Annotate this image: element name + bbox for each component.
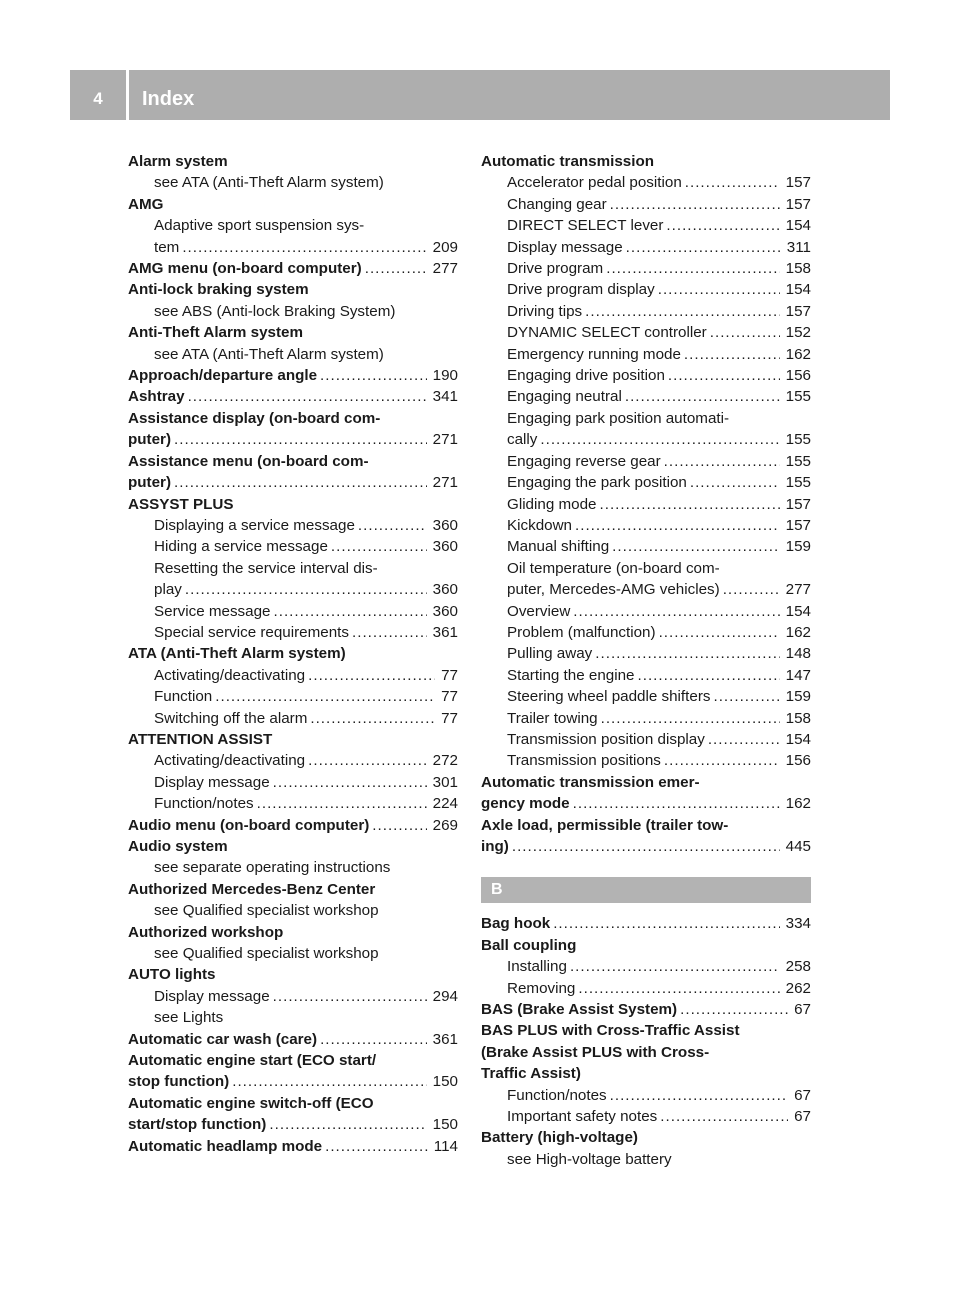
index-heading: Traffic Assist)	[481, 1065, 581, 1083]
index-subentry	[481, 172, 811, 193]
entry-label: Function	[154, 688, 213, 706]
entry-label: start/stop function)	[128, 1116, 267, 1134]
entry-label: ing)	[481, 838, 509, 855]
index-heading: Automatic engine start (ECO start/	[128, 1052, 377, 1070]
entry-label: Function/notes	[154, 795, 254, 813]
index-subentry	[128, 579, 458, 600]
dot-leader	[232, 1071, 426, 1092]
entry-label: Automatic headlamp mode	[128, 1137, 323, 1155]
dot-leader	[595, 643, 779, 664]
dot-leader	[573, 793, 780, 814]
index-heading-entry	[128, 1136, 458, 1157]
entry-label: Driving tips	[507, 302, 583, 320]
entry-label: puter, Mercedes-AMG vehicles)	[507, 581, 720, 599]
entry-label: Transmission position display	[507, 730, 705, 748]
entry-label: Automatic car wash (care)	[128, 1030, 318, 1048]
entry-label: Display message	[154, 987, 270, 1005]
entry-label: Displaying a service message	[154, 516, 355, 534]
index-heading-entry	[128, 1029, 458, 1050]
page-reference: 77	[441, 709, 458, 727]
index-cross-reference: see ATA (Anti-Theft Alarm system)	[154, 345, 384, 363]
index-heading: Assistance menu (on-board com-	[128, 452, 369, 470]
entry-label: DYNAMIC SELECT controller	[507, 324, 707, 342]
entry-label: tem	[154, 238, 180, 256]
page-reference: 148	[785, 645, 811, 663]
index-cross-reference: see Lights	[154, 1009, 224, 1027]
dot-leader	[710, 322, 780, 343]
index-cross-reference: see ABS (Anti-lock Braking System)	[154, 302, 396, 320]
index-heading-entry	[128, 429, 458, 450]
index-subentry	[128, 986, 458, 1007]
page-reference: 157	[785, 174, 811, 192]
dot-leader	[610, 194, 780, 215]
index-cross-reference: see separate operating instructions	[154, 859, 391, 877]
index-heading: ATTENTION ASSIST	[128, 730, 273, 748]
dot-leader	[257, 793, 427, 814]
dot-leader	[601, 708, 780, 729]
dot-leader	[269, 1114, 426, 1135]
page-reference: 77	[441, 688, 458, 706]
entry-label: Activating/deactivating	[154, 666, 306, 684]
entry-label: Kickdown	[507, 516, 572, 534]
page-reference: 224	[432, 795, 458, 813]
page-reference: 361	[432, 1030, 458, 1048]
dot-leader	[626, 237, 781, 258]
index-subentry	[128, 601, 458, 622]
index-heading: Ball coupling	[481, 936, 577, 954]
entry-label: Audio menu (on-board computer)	[128, 816, 370, 834]
page-reference: 152	[785, 324, 811, 342]
page-reference: 159	[785, 538, 811, 556]
entry-label: Changing gear	[507, 195, 607, 213]
index-heading-entry	[481, 913, 811, 934]
page-reference: 271	[432, 431, 458, 449]
page-reference: 156	[785, 367, 811, 385]
index-heading: ATA (Anti-Theft Alarm system)	[128, 645, 346, 663]
index-heading: Alarm system	[128, 153, 228, 170]
page-reference: 157	[785, 302, 811, 320]
entry-label: Accelerator pedal position	[507, 174, 682, 192]
dot-leader	[578, 978, 779, 999]
page-reference: 277	[432, 260, 458, 278]
index-heading-entry	[128, 472, 458, 493]
page-reference: 258	[785, 958, 811, 976]
index-heading: AUTO lights	[128, 966, 216, 984]
page-reference: 341	[432, 388, 458, 406]
page-reference: 360	[432, 516, 458, 534]
index-subentry	[481, 344, 811, 365]
page-reference: 262	[785, 979, 811, 997]
index-cross-reference: see High-voltage battery	[507, 1150, 672, 1168]
page-reference: 158	[785, 709, 811, 727]
dot-leader	[668, 365, 780, 386]
entry-label: Overview	[507, 602, 571, 620]
dot-leader	[320, 365, 427, 386]
index-subentry	[481, 956, 811, 977]
page-reference: 67	[794, 1086, 811, 1104]
page-reference: 77	[441, 666, 458, 684]
entry-label: Engaging the park position	[507, 474, 687, 492]
entry-label: play	[154, 581, 182, 599]
page-reference: 114	[433, 1137, 458, 1155]
dot-leader	[182, 237, 426, 258]
page-reference: 155	[785, 474, 811, 492]
dot-leader	[308, 750, 427, 771]
index-subentry: Resetting the service interval dis-	[154, 559, 378, 577]
section-letter-bar: B	[481, 877, 811, 903]
dot-leader	[273, 772, 427, 793]
page-reference: 67	[794, 1001, 811, 1019]
index-subentry	[128, 237, 458, 258]
index-subentry: Engaging park position automati-	[507, 409, 730, 427]
entry-label: Pulling away	[507, 645, 593, 663]
index-subentry	[481, 194, 811, 215]
page-reference: 162	[785, 623, 811, 641]
entry-label: Display message	[154, 773, 270, 791]
entry-label: gency mode	[481, 795, 570, 813]
index-heading: Automatic transmission	[481, 153, 655, 170]
dot-leader	[610, 1085, 788, 1106]
index-subentry: Adaptive sport suspension sys-	[154, 217, 365, 235]
index-heading-entry	[128, 815, 458, 836]
index-subentry	[481, 536, 811, 557]
dot-leader	[600, 494, 780, 515]
entry-label: Switching off the alarm	[154, 709, 308, 727]
dot-leader	[666, 215, 779, 236]
index-subentry	[481, 1085, 811, 1106]
index-column-right	[481, 151, 811, 1170]
page-reference: 162	[785, 345, 811, 363]
dot-leader	[310, 708, 435, 729]
page-reference: 150	[432, 1073, 458, 1091]
page-reference: 150	[432, 1116, 458, 1134]
entry-label: BAS (Brake Assist System)	[481, 1001, 678, 1019]
page-reference: 269	[432, 816, 458, 834]
entry-label: Steering wheel paddle shifters	[507, 688, 711, 706]
index-heading: (Brake Assist PLUS with Cross-	[481, 1043, 710, 1061]
entry-label: Emergency running mode	[507, 345, 681, 363]
index-subentry	[481, 515, 811, 536]
dot-leader	[684, 344, 780, 365]
index-subentry	[481, 665, 811, 686]
page-reference: 294	[432, 987, 458, 1005]
index-subentry	[128, 665, 458, 686]
dot-leader	[708, 729, 780, 750]
entry-label: Transmission positions	[507, 752, 661, 770]
index-heading: Axle load, permissible (trailer tow-	[481, 816, 729, 834]
page-reference: 67	[794, 1108, 811, 1126]
entry-label: Trailer towing	[507, 709, 598, 727]
page-reference: 445	[785, 838, 811, 855]
index-subentry	[481, 750, 811, 771]
entry-label: Starting the engine	[507, 666, 635, 684]
dot-leader	[308, 665, 435, 686]
dot-leader	[660, 1106, 788, 1127]
page-reference: 360	[432, 538, 458, 556]
index-heading-entry	[481, 836, 811, 857]
index-subentry	[481, 237, 811, 258]
index-heading: Automatic transmission emer-	[481, 773, 700, 791]
dot-leader	[638, 665, 780, 686]
page-reference: 360	[432, 581, 458, 599]
dot-leader	[540, 429, 779, 450]
index-heading: ASSYST PLUS	[128, 495, 234, 513]
index-heading: Anti-Theft Alarm system	[128, 324, 303, 342]
index-heading: Automatic engine switch-off (ECO	[128, 1094, 374, 1112]
page-title: Index	[142, 88, 195, 110]
dot-leader	[274, 601, 427, 622]
entry-label: Activating/deactivating	[154, 752, 306, 770]
dot-leader	[372, 815, 426, 836]
index-subentry	[128, 793, 458, 814]
index-heading: Authorized workshop	[128, 923, 284, 941]
index-heading: Assistance display (on-board com-	[128, 409, 381, 427]
entry-label: Bag hook	[481, 915, 551, 933]
dot-leader	[174, 429, 427, 450]
entry-label: Important safety notes	[507, 1108, 658, 1126]
dot-leader	[553, 913, 779, 934]
index-subentry	[481, 729, 811, 750]
index-subentry	[481, 258, 811, 279]
entry-label: Installing	[507, 958, 567, 976]
index-subentry	[481, 451, 811, 472]
entry-label: Drive program	[507, 260, 604, 278]
entry-label: Engaging drive position	[507, 367, 665, 385]
index-subentry	[481, 365, 811, 386]
dot-leader	[658, 279, 780, 300]
index-subentry	[128, 536, 458, 557]
entry-label: Manual shifting	[507, 538, 610, 556]
entry-label: Service message	[154, 602, 271, 620]
entry-label: Display message	[507, 238, 623, 256]
index-cross-reference: see Qualified specialist workshop	[154, 945, 379, 963]
dot-leader	[570, 956, 780, 977]
dot-leader	[685, 172, 780, 193]
index-subentry	[481, 579, 811, 600]
entry-label: puter)	[128, 474, 172, 492]
entry-label: Drive program display	[507, 281, 655, 299]
page-reference: 155	[785, 452, 811, 470]
page-reference: 209	[432, 238, 458, 256]
dot-leader	[352, 622, 427, 643]
index-heading: BAS PLUS with Cross-Traffic Assist	[481, 1022, 740, 1040]
entry-label: cally	[507, 431, 538, 449]
index-subentry	[481, 494, 811, 515]
entry-label: Engaging neutral	[507, 388, 622, 406]
dot-leader	[320, 1029, 427, 1050]
page-reference: 155	[785, 388, 811, 406]
index-column-left	[128, 151, 458, 1157]
dot-leader	[331, 536, 427, 557]
index-subentry	[128, 622, 458, 643]
entry-label: Function/notes	[507, 1086, 607, 1104]
index-subentry	[481, 643, 811, 664]
dot-leader	[188, 386, 427, 407]
index-heading: Anti-lock braking system	[128, 281, 309, 299]
dot-leader	[723, 579, 780, 600]
dot-leader	[664, 750, 780, 771]
page-reference: 155	[785, 431, 811, 449]
entry-label: Hiding a service message	[154, 538, 328, 556]
index-subentry	[128, 772, 458, 793]
page-reference: 277	[785, 581, 811, 599]
index-subentry	[481, 1106, 811, 1127]
entry-label: Removing	[507, 979, 576, 997]
index-subentry	[128, 750, 458, 771]
index-subentry	[481, 601, 811, 622]
entry-label: Approach/departure angle	[128, 367, 318, 385]
page-reference: 157	[785, 495, 811, 513]
dot-leader	[625, 386, 780, 407]
page-reference: 334	[785, 915, 811, 933]
page-reference: 154	[785, 281, 811, 299]
dot-leader	[358, 515, 427, 536]
page-reference: 361	[432, 623, 458, 641]
index-subentry	[128, 686, 458, 707]
dot-leader	[174, 472, 427, 493]
dot-leader	[680, 999, 788, 1020]
page-reference: 156	[785, 752, 811, 770]
index-subentry	[481, 472, 811, 493]
page-reference: 154	[785, 217, 811, 235]
index-heading: AMG	[128, 195, 164, 213]
dot-leader	[664, 451, 780, 472]
index-cross-reference: see ATA (Anti-Theft Alarm system)	[154, 174, 384, 192]
header-divider	[126, 70, 129, 120]
dot-leader	[606, 258, 779, 279]
dot-leader	[365, 258, 427, 279]
dot-leader	[573, 601, 779, 622]
page-reference: 157	[785, 195, 811, 213]
index-subentry	[481, 686, 811, 707]
dot-leader	[713, 686, 779, 707]
dot-leader	[585, 301, 780, 322]
index-subentry	[481, 301, 811, 322]
dot-leader	[690, 472, 780, 493]
index-heading-entry	[481, 999, 811, 1020]
page-reference: 158	[785, 260, 811, 278]
page-reference: 162	[785, 795, 811, 813]
entry-label: Special service requirements	[154, 623, 349, 641]
index-subentry	[481, 322, 811, 343]
page-number: 4	[93, 89, 103, 108]
dot-leader	[273, 986, 427, 1007]
index-heading-entry	[128, 1114, 458, 1135]
index-heading-entry	[128, 386, 458, 407]
index-subentry	[128, 515, 458, 536]
index-subentry	[481, 386, 811, 407]
page-reference: 147	[785, 666, 811, 684]
dot-leader	[185, 579, 427, 600]
dot-leader	[215, 686, 435, 707]
entry-label: Gliding mode	[507, 495, 597, 513]
dot-leader	[575, 515, 780, 536]
page-reference: 159	[785, 688, 811, 706]
index-heading-entry	[481, 793, 811, 814]
page-reference: 272	[432, 752, 458, 770]
entry-label: Engaging reverse gear	[507, 452, 661, 470]
index-subentry	[128, 708, 458, 729]
index-heading-entry	[128, 258, 458, 279]
page-reference: 311	[786, 238, 811, 256]
page-reference: 157	[785, 516, 811, 534]
index-subentry	[481, 215, 811, 236]
page-reference: 360	[432, 602, 458, 620]
dot-leader	[512, 836, 780, 857]
page-reference: 154	[785, 602, 811, 620]
index-subentry	[481, 978, 811, 999]
index-heading: Audio system	[128, 838, 228, 855]
index-cross-reference: see Qualified specialist workshop	[154, 902, 379, 920]
index-subentry	[481, 279, 811, 300]
entry-label: stop function)	[128, 1073, 230, 1091]
entry-label: Ashtray	[128, 388, 185, 406]
index-heading-entry	[128, 1071, 458, 1092]
index-subentry	[481, 429, 811, 450]
page-reference: 154	[785, 730, 811, 748]
index-subentry	[481, 708, 811, 729]
entry-label: puter)	[128, 431, 172, 449]
page-reference: 190	[432, 367, 458, 385]
index-heading: Battery (high-voltage)	[481, 1129, 638, 1147]
index-subentry: Oil temperature (on-board com-	[507, 559, 720, 577]
entry-label: AMG menu (on-board computer)	[128, 260, 362, 278]
dot-leader	[659, 622, 780, 643]
page-reference: 301	[432, 773, 458, 791]
entry-label: DIRECT SELECT lever	[507, 217, 664, 235]
index-subentry	[481, 622, 811, 643]
index-heading-entry	[128, 365, 458, 386]
entry-label: Problem (malfunction)	[507, 623, 656, 641]
dot-leader	[612, 536, 780, 557]
page-reference: 271	[432, 474, 458, 492]
dot-leader	[325, 1136, 428, 1157]
index-heading: Authorized Mercedes-Benz Center	[128, 880, 376, 898]
